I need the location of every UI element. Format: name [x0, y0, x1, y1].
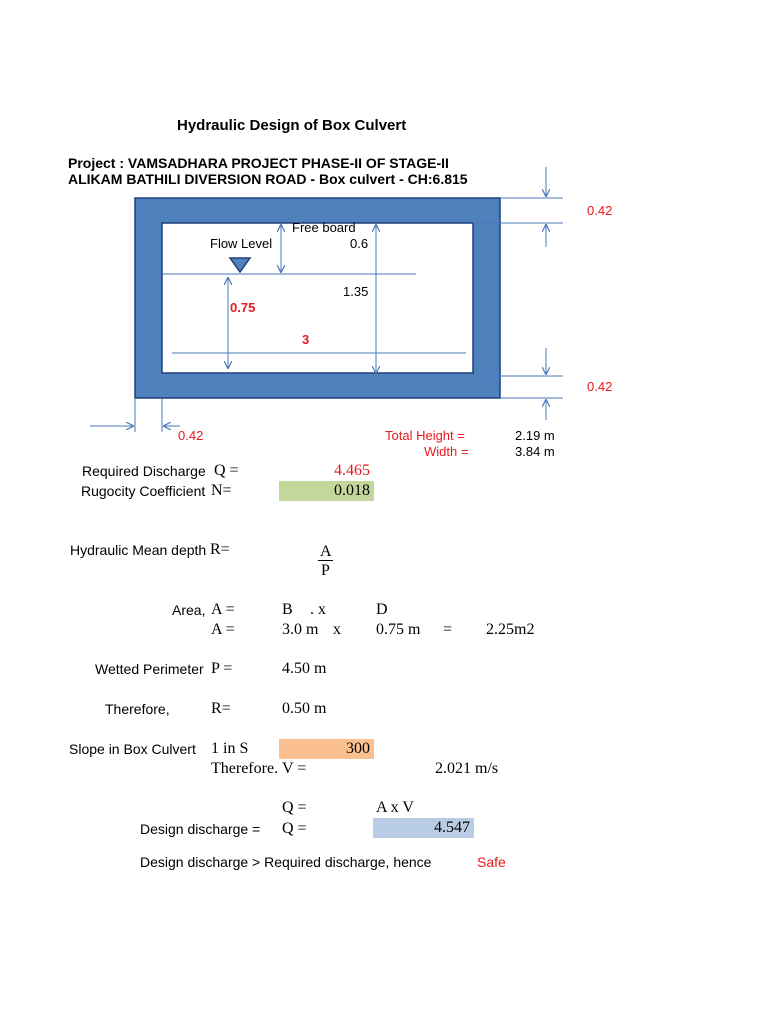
wetted-perimeter-value: 4.50 m — [282, 660, 327, 677]
q-symbol-1: Q = — [282, 799, 307, 816]
hydraulic-mean-depth-symbol: R= — [210, 541, 230, 558]
flow-depth-value: 0.75 — [230, 300, 256, 315]
velocity-symbol: V = — [282, 760, 307, 777]
fraction-numerator: A — [320, 543, 332, 560]
slope-symbol: 1 in S — [211, 740, 249, 757]
conclusion-text: Design discharge > Required discharge, hence — [140, 854, 432, 870]
total-height-value: 2.19 m — [515, 428, 555, 443]
fraction-denominator: P — [321, 562, 330, 579]
area-d-value: 0.75 m — [376, 621, 421, 638]
velocity-therefore: Therefore. — [211, 760, 279, 777]
box-culvert-diagram — [0, 0, 768, 460]
area-label: Area, — [172, 602, 206, 618]
rugocity-value-cell: 0.018 — [279, 481, 374, 501]
bottom-slab-value: 0.42 — [587, 379, 613, 394]
area-times-2: x — [333, 621, 341, 638]
velocity-value: 2.021 m/s — [435, 760, 499, 777]
design-discharge-value-cell: 4.547 — [373, 818, 474, 838]
inner-height-value: 1.35 — [343, 284, 369, 299]
slope-label: Slope in Box Culvert — [69, 741, 196, 757]
wetted-perimeter-symbol: P = — [211, 660, 233, 677]
area-equals: = — [443, 621, 453, 638]
free-board-label: Free board — [292, 220, 356, 235]
project-line-2: ALIKAM BATHILI DIVERSION ROAD - Box culvert - CH:6.815 — [68, 171, 468, 187]
area-result: 2.25m2 — [486, 621, 535, 638]
rugocity-symbol: N= — [211, 482, 232, 499]
fraction-bar — [318, 560, 333, 561]
culvert-opening — [162, 223, 473, 373]
area-d: D — [376, 601, 388, 618]
q-formula: A x V — [376, 799, 414, 816]
top-slab-value: 0.42 — [587, 203, 613, 218]
q-symbol-2: Q = — [282, 820, 307, 837]
design-discharge-label: Design discharge = — [140, 821, 261, 837]
area-symbol-2: A = — [211, 621, 235, 638]
total-height-label: Total Height = — [385, 428, 465, 443]
hydraulic-mean-depth-label: Hydraulic Mean depth — [70, 542, 207, 558]
required-discharge-value: 4.465 — [334, 462, 370, 479]
area-symbol-1: A = — [211, 601, 235, 618]
rugocity-label: Rugocity Coefficient — [81, 483, 206, 499]
wetted-perimeter-label: Wetted Perimeter — [95, 661, 204, 677]
width-label: Width = — [424, 444, 469, 459]
area-times: . x — [310, 601, 326, 618]
slope-value-cell: 300 — [279, 739, 374, 759]
free-board-value: 0.6 — [350, 236, 369, 251]
side-wall-value: 0.42 — [178, 428, 204, 443]
safe-status: Safe — [477, 854, 506, 870]
area-b: B — [282, 601, 293, 618]
therefore-label: Therefore, — [105, 701, 170, 717]
r-symbol: R= — [211, 700, 231, 717]
project-line-1: Project : VAMSADHARA PROJECT PHASE-II OF STAGE-II — [68, 155, 449, 171]
required-discharge-symbol: Q = — [214, 462, 239, 479]
inner-width-value: 3 — [302, 332, 310, 347]
width-value: 3.84 m — [515, 444, 555, 459]
r-value: 0.50 m — [282, 700, 327, 717]
required-discharge-label: Required Discharge — [82, 463, 206, 479]
page-title: Hydraulic Design of Box Culvert — [177, 117, 407, 134]
flow-level-label: Flow Level — [210, 236, 273, 251]
area-b-value: 3.0 m — [282, 621, 319, 638]
